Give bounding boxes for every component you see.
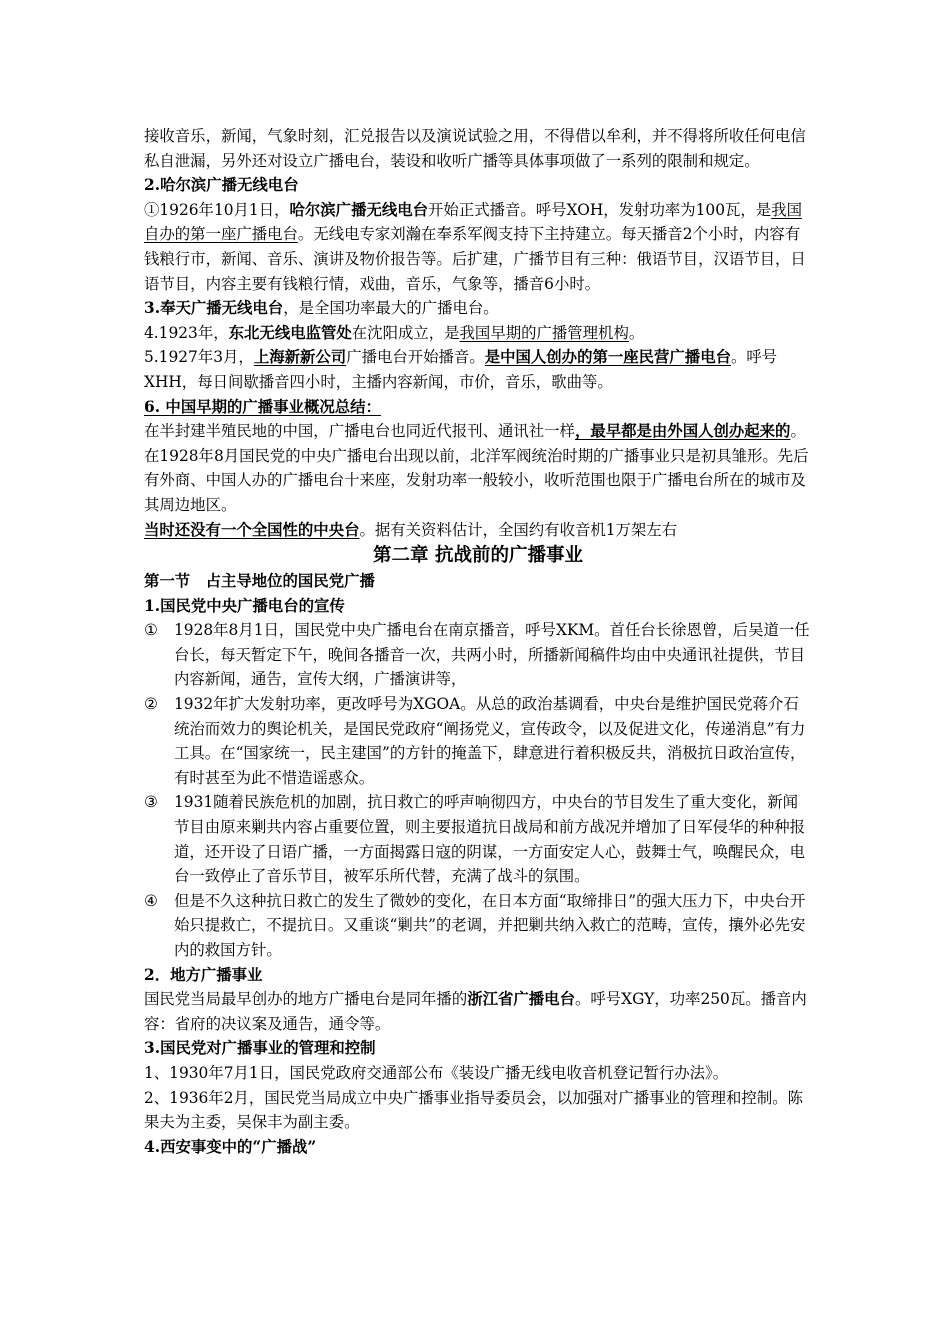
list-marker: ① — [144, 621, 158, 640]
list-item — [144, 692, 812, 790]
summary-no-central: 当时还没有一个全国性的中央台 — [144, 520, 360, 539]
list-marker: ③ — [144, 793, 158, 812]
shanghai-company: 上海新新公司 — [253, 348, 347, 367]
dongbei-date: 4.1923年， — [144, 323, 229, 342]
harbin-first-station: 我国自办的第一座广播电台 — [144, 200, 802, 244]
summary-heading: 6. 中国早期的广播事业概况总结： — [144, 397, 381, 416]
harbin-text-2: 。无线电专家刘瀚在奉系军阀支持下主持建立。每天播音2个小时，内容有钱粮行市，新闻、音乐、演讲及物价报告等。后扩建，广播节目有三种：俄语节目，汉语节目，日语节目，内容主要有钱粮行情，戏曲，音乐，气象等，播音6小时。 — [144, 225, 806, 293]
xian-heading: 4.西安事变中的“广播战” — [144, 1137, 317, 1156]
list-item-text: 1928年8月1日，国民党中央广播电台在南京播音，呼号XKM。首任台长徐恩曾，后吴道一任台长，每天暂定下午，晚间各播音一次，共两小时，所播新闻稿件均由中央通讯社提供，节目内容新闻，通告，宣传大纲，广播演讲等， — [174, 621, 810, 689]
list-item-text: 1931随着民族危机的加剧，抗日救亡的呼声响彻四方，中央台的节目发生了重大变化，新闻节目由原来剿共内容占重要位置，则主要报道抗日战局和前方战况并增加了日军侵华的种种报道，还开设了日语广播，一方面揭露日寇的阴谋，一方面安定人心，鼓舞士气，唤醒民众，电台一致停止了音乐节目，被军乐所代替，充满了战斗的氛围。 — [174, 793, 806, 886]
list-marker: ④ — [144, 891, 158, 910]
dongbei-end: 。 — [628, 323, 645, 342]
shanghai-first-private: 是中国人创办的第一座民营广播电台 — [484, 348, 731, 367]
chapter-title: 第二章 抗战前的广播事业 — [373, 545, 583, 567]
control-heading: 3.国民党对广播事业的管理和控制 — [144, 1039, 376, 1058]
list-item-text: 1932年扩大发射功率，更改呼号为XGOA。从总的政治基调看，中央台是维护国民党蒋介石统治而效力的舆论机关，是国民党政府“阐扬党义，宣传政令，以及促进文化，传递消息”有力工具。在“国家统一，民主建国”的方针的掩盖下，肆意进行着积极反共，消极抗日政治宣传，有时甚至为此不惜造谣惑众。 — [174, 695, 806, 787]
fengtian-heading: 3.奉天广播无线电台 — [144, 299, 284, 318]
control-item-1: 1、1930年7月1日，国民党政府交通部公布《装设广播无线电收音机登记暂行办法》。 — [144, 1063, 729, 1082]
harbin-date: ①1926年10月1日， — [144, 200, 290, 219]
harbin-heading: 2.哈尔滨广播无线电台 — [144, 176, 299, 195]
harbin-station-name: 哈尔滨广播无线电台 — [289, 200, 429, 219]
local-text-1: 国民党当局最早创办的地方广播电台是同年播的 — [144, 990, 468, 1009]
shanghai-paragraph — [144, 345, 812, 394]
summary-paragraph-2 — [144, 518, 812, 543]
local-broadcast-heading: 2．地方广播事业 — [144, 965, 263, 984]
central-station-heading: 1.国民党中央广播电台的宣传 — [144, 596, 345, 615]
local-broadcast-paragraph — [144, 987, 812, 1036]
list-item — [144, 790, 812, 888]
document-body — [144, 124, 812, 1159]
dongbei-paragraph — [144, 321, 812, 346]
section-title: 第一节 占主导地位的国民党广播 — [144, 572, 375, 591]
list-item-text: 但是不久这种抗日救亡的发生了微妙的变化，在日本方面“取缔排日”的强大压力下，中央台开始只提救亡，不提抗日。又重谈“剿共”的老调，并把剿共纳入救亡的范畴，宣传，攘外必先安内的救国方针。 — [174, 891, 806, 959]
shanghai-text: 广播电台开始播音。 — [346, 348, 485, 367]
dongbei-office: 东北无线电监管处 — [228, 323, 352, 342]
list-marker: ② — [144, 695, 158, 714]
list-item — [144, 889, 812, 963]
summary-foreign-founded: ，最早都是由外国人创办起来的 — [574, 422, 791, 441]
shanghai-date: 5.1927年3月， — [144, 348, 254, 367]
dongbei-text: 在沈阳成立，是 — [351, 323, 460, 342]
summary-text-1: 在半封建半殖民地的中国，广播电台也同近代报刊、通讯社一样 — [144, 422, 575, 441]
control-item-2: 2、1936年2月，国民党当局成立中央广播事业指导委员会，以加强对广播事业的管理和控制。陈果夫为主委，吴保丰为副主委。 — [144, 1088, 803, 1132]
harbin-text-1: 开始正式播音。呼号XOH，发射功率为100瓦，是 — [428, 200, 772, 219]
fengtian-text: ，是全国功率最大的广播电台。 — [283, 299, 499, 318]
fengtian-paragraph — [144, 296, 812, 321]
list-item — [144, 618, 812, 692]
summary-paragraph — [144, 419, 812, 517]
shanghai-details: 。呼号XHH，每日间歇播音四小时，主播内容新闻，市价，音乐，歌曲等。 — [144, 348, 778, 391]
zhejiang-station: 浙江省广播电台 — [467, 990, 575, 1009]
local-text-2: 。呼号XGY，功率250瓦。播音内容：省府的决议案及通告，通令等。 — [144, 990, 807, 1033]
intro-paragraph: 接收音乐，新闻，气象时刻，汇兑报告以及演说试验之用，不得借以牟利，并不得将所收任何电信私自泄漏，另外还对设立广播电台，装设和收听广播等具体事项做了一系列的限制和规定。 — [144, 127, 806, 170]
summary-text-2: 。在1928年8月国民党的中央广播电台出现以前，北洋军阀统治时期的广播事业只是初具雏形。先后有外商、中国人办的广播电台十来座，发射功率一般较小，收听范围也限于广播电台所在的城市及其周边地区。 — [144, 422, 809, 514]
dongbei-agency: 我国早期的广播管理机构 — [459, 323, 629, 342]
harbin-paragraph — [144, 198, 812, 296]
summary-radio-count: 。据有关资料估计，全国约有收音机1万架左右 — [359, 520, 678, 539]
